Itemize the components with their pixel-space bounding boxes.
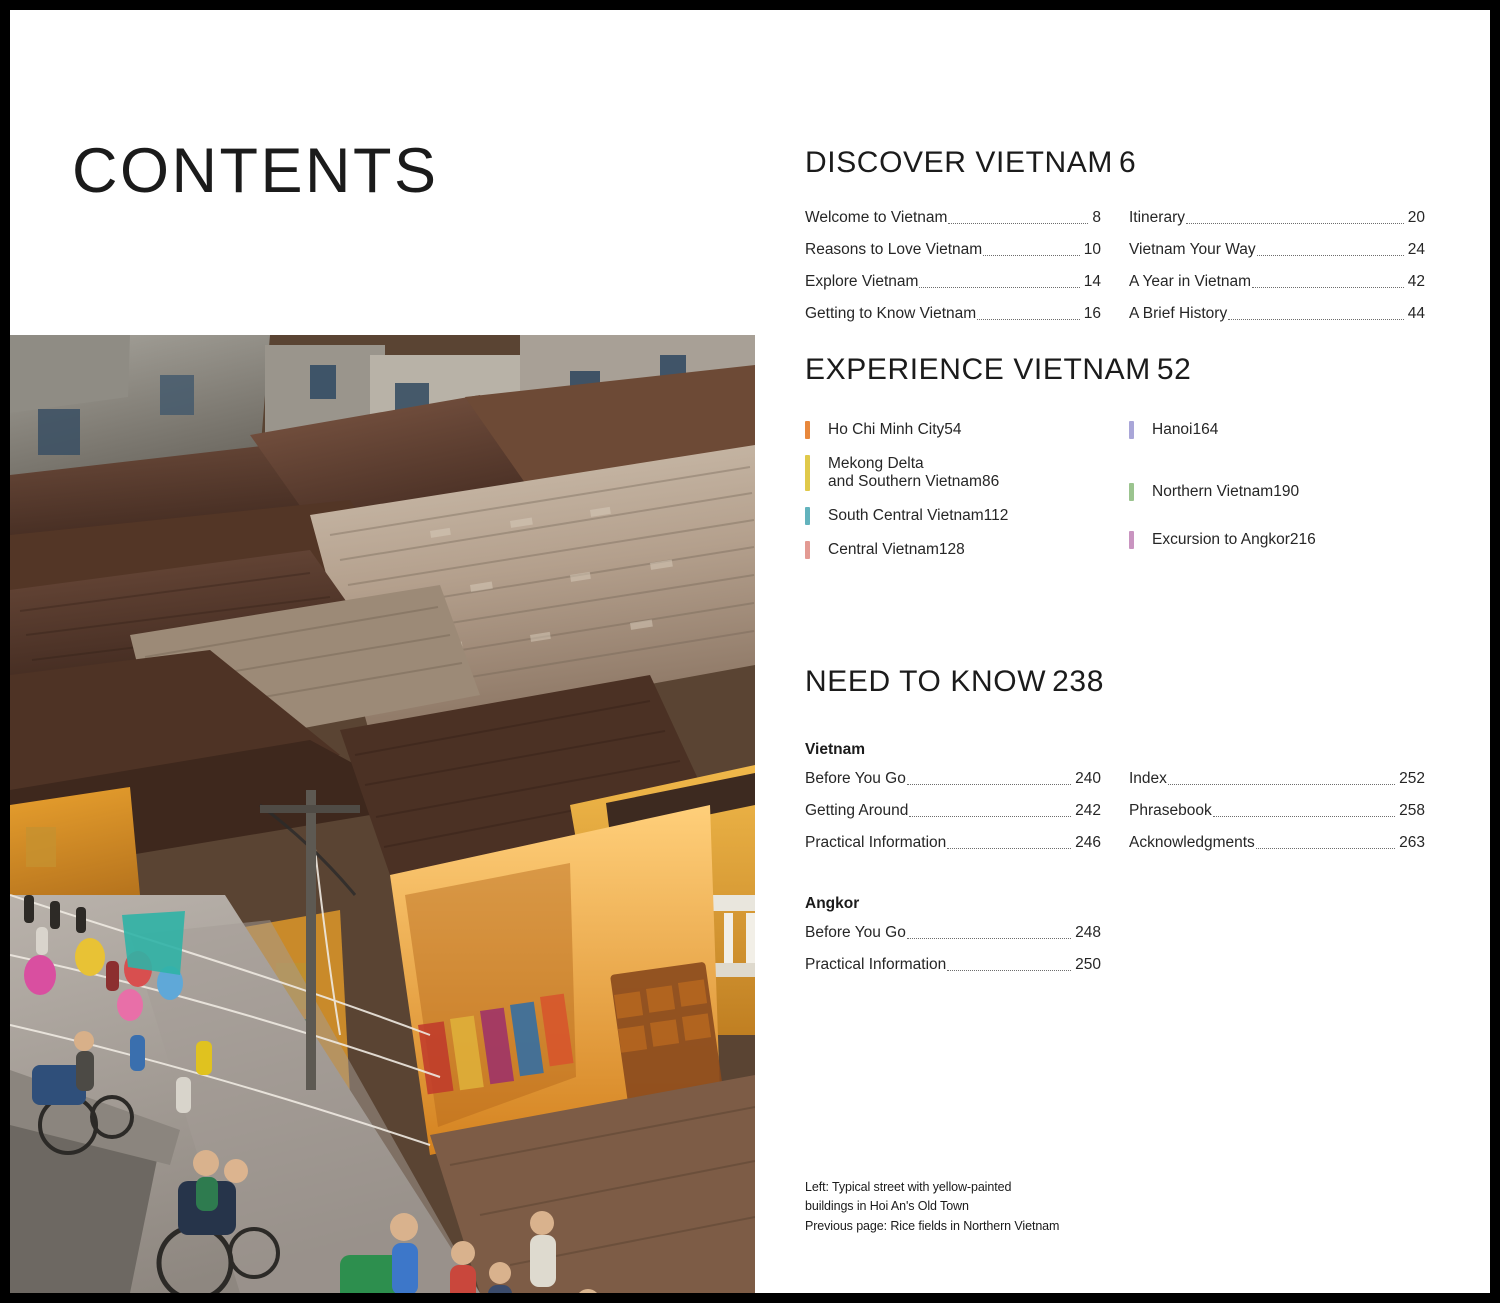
right-column	[805, 10, 1445, 1293]
dot-leader	[1213, 815, 1395, 817]
toc-entry-page: 164	[1192, 421, 1219, 438]
dot-leader	[947, 847, 1071, 849]
angkor-entry-columns	[805, 923, 1445, 987]
region-color-bar	[1129, 483, 1134, 501]
toc-entry-label: Central Vietnam	[828, 541, 939, 558]
toc-entry-label: Excursion to Angkor	[1152, 531, 1290, 548]
dot-leader	[1252, 286, 1404, 288]
toc-entry-label: Before You Go	[805, 770, 906, 787]
dot-leader	[1168, 783, 1395, 785]
dot-leader	[907, 937, 1071, 939]
toc-entry[interactable]	[805, 801, 1101, 822]
toc-entry[interactable]	[805, 208, 1101, 229]
toc-entry-page: 20	[1407, 209, 1425, 226]
angkor-left-column	[805, 923, 1101, 987]
need-to-know-angkor-group	[805, 895, 1445, 987]
region-color-bar	[1129, 421, 1134, 439]
toc-entry-page: 252	[1399, 770, 1425, 787]
toc-entry-label-line2: and Southern Vietnam	[828, 473, 982, 490]
dot-leader	[1228, 318, 1404, 320]
toc-region-entry[interactable]	[805, 455, 1101, 491]
toc-entry-page: 258	[1399, 801, 1425, 819]
toc-entry-label: Getting to Know Vietnam	[805, 304, 977, 322]
experience-entry-columns	[805, 421, 1445, 575]
toc-entry-label: Phrasebook	[1129, 801, 1212, 819]
vietnam-right-column	[1129, 769, 1425, 865]
need-to-know-page: 238	[1052, 665, 1104, 698]
angkor-right-column	[1129, 923, 1425, 987]
toc-entry-label: Hanoi	[1152, 421, 1193, 438]
toc-entry-label: A Brief History	[1129, 304, 1228, 322]
toc-entry-page: 112	[983, 507, 1009, 524]
toc-entry-label: South Central Vietnam	[828, 507, 984, 524]
experience-vietnam-page: 52	[1156, 353, 1192, 386]
toc-entry-page: 128	[938, 541, 965, 558]
vietnam-entry-columns	[805, 769, 1445, 865]
need-to-know-vietnam-group	[805, 741, 1445, 865]
toc-region-entry[interactable]	[805, 541, 1101, 559]
dot-leader	[909, 815, 1071, 817]
need-to-know-section	[805, 665, 1445, 987]
toc-entry-label: Practical Information	[805, 833, 947, 851]
toc-entry[interactable]	[805, 272, 1101, 293]
region-color-bar	[805, 507, 810, 525]
experience-vietnam-title: EXPERIENCE VIETNAM	[805, 353, 1151, 386]
toc-entry-page: 242	[1075, 801, 1101, 819]
experience-right-column	[1129, 421, 1425, 575]
dot-leader	[947, 969, 1071, 971]
angkor-subheading: Angkor	[805, 894, 860, 912]
toc-entry-page: 250	[1075, 955, 1101, 973]
experience-left-column	[805, 421, 1101, 575]
toc-entry-label: Before You Go	[805, 923, 906, 941]
toc-entry[interactable]	[1129, 208, 1425, 229]
vietnam-left-column	[805, 769, 1101, 865]
dot-leader	[948, 222, 1088, 224]
caption-line-2: buildings in Hoi An's Old Town	[805, 1199, 969, 1214]
dot-leader	[919, 286, 1079, 288]
toc-entry-label: Getting Around	[805, 801, 909, 819]
toc-entry-page: 8	[1092, 209, 1101, 226]
discover-left-column	[805, 208, 1101, 336]
toc-entry-label: Practical Information	[805, 955, 947, 973]
toc-entry-label: A Year in Vietnam	[1129, 272, 1252, 290]
toc-entry-page: 14	[1083, 272, 1101, 290]
toc-entry-label: Acknowledgments	[1129, 833, 1255, 851]
region-color-bar	[805, 455, 810, 491]
toc-entry-page: 44	[1407, 304, 1425, 322]
toc-entry-page: 246	[1075, 833, 1101, 851]
toc-entry-label: Vietnam Your Way	[1129, 240, 1256, 258]
toc-entry[interactable]	[805, 955, 1101, 976]
toc-entry-page: 42	[1407, 272, 1425, 290]
contents-page	[10, 10, 1490, 1293]
toc-entry-label: Explore Vietnam	[805, 272, 919, 290]
dot-leader	[1257, 254, 1404, 256]
discover-vietnam-heading	[805, 146, 1445, 180]
toc-region-entry[interactable]	[1129, 421, 1425, 439]
toc-entry[interactable]	[805, 923, 1101, 944]
region-color-bar	[805, 421, 810, 439]
toc-entry-page: 54	[944, 421, 962, 438]
page-title: CONTENTS	[72, 136, 439, 206]
hoi-an-street-photo	[10, 335, 755, 1293]
toc-entry-page: 24	[1407, 240, 1425, 258]
vietnam-subheading: Vietnam	[805, 741, 866, 758]
toc-entry-label: Welcome to Vietnam	[805, 209, 948, 226]
toc-entry-page: 240	[1075, 770, 1101, 787]
caption-line-1: Left: Typical street with yellow-painted	[805, 1180, 1012, 1194]
dot-leader	[1256, 847, 1395, 849]
need-to-know-heading	[805, 665, 1445, 699]
toc-entry[interactable]	[1129, 801, 1425, 822]
discover-vietnam-title: DISCOVER VIETNAM	[805, 146, 1113, 179]
dot-leader	[907, 783, 1071, 785]
toc-entry[interactable]	[805, 833, 1101, 854]
toc-entry-label: Northern Vietnam	[1152, 483, 1274, 500]
toc-entry-page: 86	[981, 473, 1000, 490]
toc-entry[interactable]	[805, 769, 1101, 790]
region-color-bar	[805, 541, 810, 559]
toc-entry[interactable]	[1129, 833, 1425, 854]
toc-entry[interactable]	[1129, 240, 1425, 261]
discover-vietnam-page: 6	[1118, 146, 1137, 179]
toc-region-entry[interactable]	[1129, 531, 1425, 549]
discover-right-column	[1129, 208, 1425, 336]
toc-entry-label: Itinerary	[1129, 209, 1185, 226]
dot-leader	[1186, 222, 1404, 224]
toc-entry[interactable]	[805, 240, 1101, 261]
left-column	[10, 10, 755, 1293]
toc-entry-label: Index	[1129, 770, 1167, 787]
toc-entry-page: 190	[1273, 483, 1300, 500]
toc-entry[interactable]	[1129, 272, 1425, 293]
photo-caption	[805, 1178, 1325, 1236]
toc-entry-label: Ho Chi Minh City	[828, 421, 945, 438]
toc-entry[interactable]	[1129, 304, 1425, 325]
caption-line-3: Previous page: Rice fields in Northern Vietnam	[805, 1218, 1060, 1233]
toc-entry[interactable]	[1129, 769, 1425, 790]
experience-vietnam-section	[805, 353, 1445, 575]
toc-entry-page: 248	[1075, 923, 1101, 941]
region-color-bar	[1129, 531, 1134, 549]
toc-entry[interactable]	[805, 304, 1101, 325]
toc-entry-page: 263	[1399, 833, 1425, 851]
need-to-know-title: NEED TO KNOW	[805, 665, 1047, 698]
toc-region-entry[interactable]	[805, 421, 1101, 439]
dot-leader	[977, 318, 1080, 320]
toc-region-entry[interactable]	[1129, 483, 1425, 501]
toc-entry-page: 16	[1083, 304, 1101, 322]
toc-region-entry[interactable]	[805, 507, 1101, 525]
discover-entry-columns	[805, 208, 1445, 336]
toc-entry-label-line1: Mekong Delta	[828, 455, 924, 472]
experience-vietnam-heading	[805, 353, 1445, 387]
toc-entry-page: 216	[1289, 531, 1316, 548]
discover-vietnam-section	[805, 146, 1445, 336]
toc-entry-label: Reasons to Love Vietnam	[805, 240, 983, 258]
toc-entry-page: 10	[1083, 240, 1101, 258]
dot-leader	[983, 254, 1080, 256]
